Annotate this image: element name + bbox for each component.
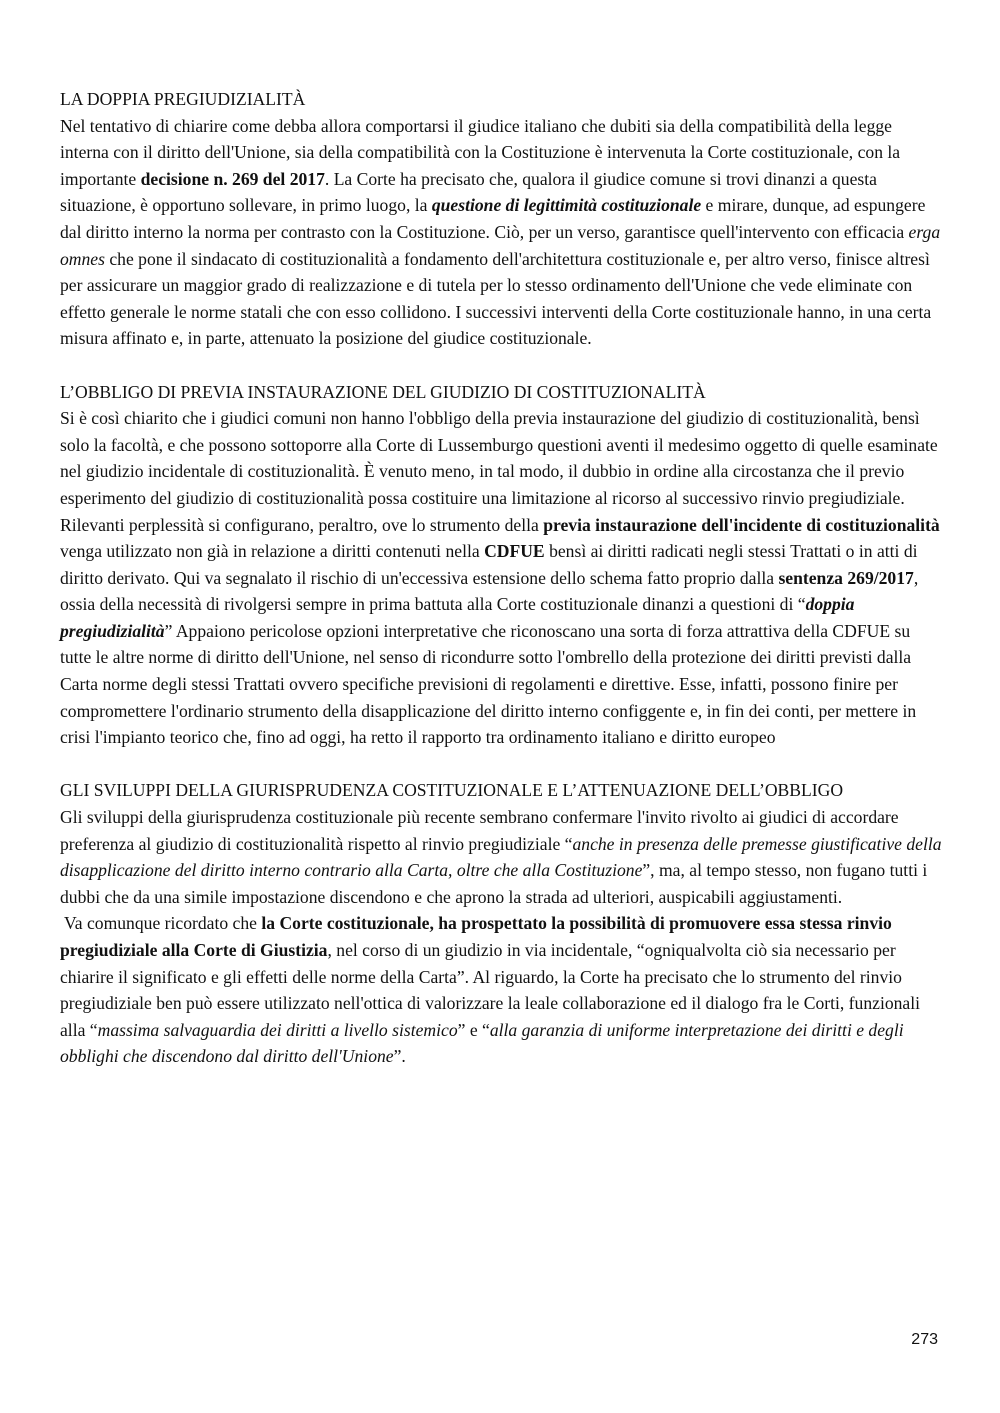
- bold-text: CDFUE: [484, 541, 545, 562]
- text-run: Nel tentativo di chiarire come debba allora comportarsi il giudice italiano che dubiti sia della compatibilità della legge interna con il diritto dell'Unione, sia della compatibilità con la Costituzione è intervenuta la Corte costituzionale, con la importante: [60, 115, 901, 189]
- text-run: , ossia della necessità di rivolgersi sempre in prima battuta alla Corte costituzionale dinanzi a questioni di “: [60, 567, 919, 615]
- italic-text: alla garanzia di uniforme interpretazione dei diritti e degli obblighi che discendono dal diritto dell'Unione: [60, 1019, 904, 1067]
- section-sviluppi-giurisprudenza: [60, 777, 942, 1070]
- text-run: Si è così chiarito che i giudici comuni non hanno l'obbligo della previa instaurazione del giudizio di costituzionalità, bensì solo la facoltà, e che possono sottoporre alla Corte di Lussemburgo questioni aventi il medesimo oggetto di quelle esaminate nel giudizio incidentale di costituzionalità. È venuto meno, in tal modo, il dubbio in ordine alla circostanza che il previo esperimento del giudizio di costituzionalità possa costituire una limitazione al ricorso al successivo rinvio pregiudiziale. Rilevanti perplessità si configurano, peraltro, ove lo strumento della: [60, 408, 938, 535]
- italic-text: anche in presenza delle premesse giustificative della disapplicazione del diritto interno contrario alla Carta, oltre che alla Costituzione: [60, 833, 942, 881]
- text-run: che pone il sindacato di costituzionalità a fondamento dell'architettura costituzionale e, per altro verso, finisce altresì per assicurare un maggior grado di realizzazione e di tutela per lo stesso ordinamento dell'Unione che vede eliminate con effetto generale le norme statali che con esso collidono. I successivi interventi della Corte costituzionale hanno, in una certa misura affinato e, in parte, attenuato la posizione del giudice costituzionale.: [60, 248, 932, 349]
- text-run: ” Appaiono pericolose opzioni interpretative che riconoscano una sorta di forza attrattiva della CDFUE su tutte le altre norme di diritto dell'Unione, nel senso di ricondurre sotto l'ombrello della protezione dei diritti previsti dalla Carta norme degli stessi Trattati ovvero specifiche previsioni di regolamenti e direttive. Esse, infatti, possono finire per compromettere l'ordinario strumento della disapplicazione del diritto interno configgente e, in fin dei conti, per mettere in crisi l'impianto teorico che, fino ad oggi, ha retto il rapporto tra ordinamento italiano e diritto europeo: [60, 620, 917, 748]
- body-paragraph: [60, 804, 942, 910]
- text-run: Gli sviluppi della giurisprudenza costituzionale più recente sembrano confermare l'invito rivolto ai giudici di accordare preferenza al giudizio di costituzionalità rispetto al rinvio pregiudiziale “: [60, 807, 899, 854]
- text-run: . La Corte ha precisato che, qualora il giudice comune si trovi dinanzi a questa situazione, è opportuno sollevare, in primo luogo, la: [60, 168, 877, 216]
- section-obbligo-previa-instaurazione: [60, 379, 942, 751]
- text-run: ” e “: [457, 1019, 490, 1040]
- section-heading: GLI SVILUPPI DELLA GIURISPRUDENZA COSTITUZIONALE E L’ATTENUAZIONE DELL’OBBLIGO: [60, 780, 844, 801]
- bold-italic-text: doppia pregiudizialità: [60, 594, 855, 641]
- text-run: ”, ma, al tempo stesso, non fugano tutti i dubbi che da una simile impostazione discendono e che aprono la strada ad ulteriori, auspicabili aggiustamenti.: [60, 860, 928, 907]
- text-run: ”.: [393, 1046, 406, 1067]
- text-run: bensì ai diritti radicati negli stessi Trattati o in atti di diritto derivato. Qui va segnalato il rischio di un'eccessiva estensione dello schema fatto proprio dalla: [60, 541, 918, 588]
- text-run: , nel corso di un giudizio in via incidentale, “ogniqualvolta ciò sia necessario per chiarire il significato e gli effetti delle norme della Carta”. Al riguardo, la Corte ha precisato che lo strumento del rinvio pregiudiziale ben può essere utilizzato nell'ottica di valorizzare la leale collaborazione ed il dialogo fra le Corti, funzionali alla “: [60, 940, 921, 1040]
- bold-text: decisione n. 269 del 2017: [140, 168, 325, 189]
- text-run: e mirare, dunque, ad espungere dal diritto interno la norma per contrasto con la Costituzione. Ciò, per un verso, garantisce quell'intervento con efficacia: [60, 195, 926, 242]
- body-paragraph: [60, 910, 942, 1070]
- body-paragraph: [60, 405, 942, 751]
- emphasis-run: [432, 195, 701, 215]
- bold-text: previa instaurazione dell'incidente di costituzionalità: [543, 514, 940, 535]
- bold-text: la Corte costituzionale, ha prospettato la possibilità di promuovere essa stessa rinvio pregiudiziale alla Corte di Giustizia: [60, 913, 892, 960]
- text-run: Va comunque ricordato che: [64, 913, 262, 934]
- bold-italic-text: questione di legittimità costituzionale: [431, 195, 702, 216]
- section-doppia-pregiudizialita: [60, 86, 942, 352]
- page-number: 273: [911, 1331, 938, 1348]
- section-heading: L’OBBLIGO DI PREVIA INSTAURAZIONE DEL GIUDIZIO DI COSTITUZIONALITÀ: [60, 381, 706, 402]
- italic-text: massima salvaguardia dei diritti a livello sistemico: [97, 1019, 458, 1040]
- italic-text: erga omnes: [60, 221, 941, 269]
- text-run: venga utilizzato non già in relazione a diritti contenuti nella: [60, 541, 485, 562]
- section-heading: LA DOPPIA PREGIUDIZIALITÀ: [60, 89, 306, 109]
- document-body: [60, 86, 942, 1097]
- bold-text: sentenza 269/2017: [778, 567, 914, 588]
- body-paragraph: [60, 113, 942, 352]
